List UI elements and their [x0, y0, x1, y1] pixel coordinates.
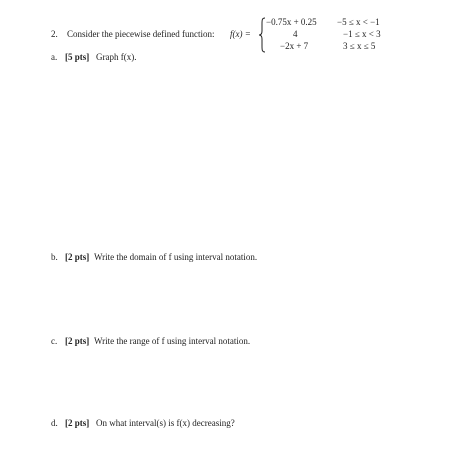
part-b-text: Write the domain of f using interval notation.	[94, 252, 258, 262]
part-d-points: [2 pts]	[65, 418, 90, 428]
part-c-text: Write the range of f using interval notation.	[94, 336, 251, 346]
piece-2-expression: 4	[293, 29, 298, 39]
part-a-label: a.	[51, 52, 58, 62]
part-d-label: d.	[51, 418, 58, 428]
question-number: 2.	[51, 29, 58, 39]
part-c-points: [2 pts]	[65, 336, 90, 346]
part-d-text: On what interval(s) is f(x) decreasing?	[96, 418, 235, 428]
part-a-text: Graph f(x).	[96, 52, 137, 62]
part-b-label: b.	[51, 252, 58, 262]
piece-1-expression: −0.75x + 0.25	[266, 17, 317, 27]
part-a-points: [5 pts]	[65, 52, 90, 62]
question-stem: Consider the piecewise defined function:	[67, 29, 215, 39]
function-lhs: f(x) =	[230, 29, 251, 39]
piece-2-domain: −1 ≤ x < 3	[343, 29, 381, 39]
piece-3-domain: 3 ≤ x ≤ 5	[343, 41, 376, 51]
piecewise-brace	[258, 17, 266, 53]
piece-3-expression: −2x + 7	[280, 41, 309, 51]
part-c-label: c.	[51, 336, 58, 346]
piece-1-domain: −5 ≤ x < −1	[337, 17, 380, 27]
part-b-points: [2 pts]	[65, 252, 90, 262]
